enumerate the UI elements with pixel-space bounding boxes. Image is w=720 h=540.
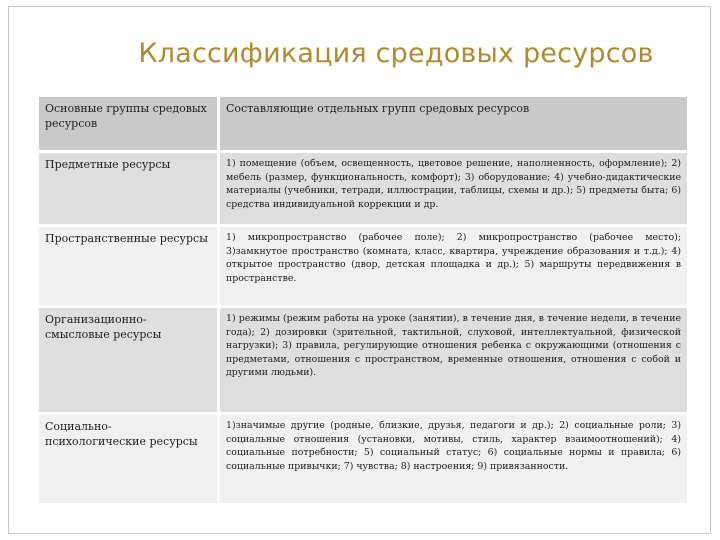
header-cell-components: Составляющие отдельных групп средовых ресурсов <box>220 97 687 150</box>
slide-title: Классификация средовых ресурсов <box>138 38 654 69</box>
table-row <box>39 308 687 412</box>
group-cell: Предметные ресурсы <box>39 153 217 224</box>
components-cell: 1) помещение (объем, освещенность, цветовое решение, наполненность, оформление); 2) мебель (размер, функциональность, комфорт); 3) оборудование; 4) учебно-дидактические материалы (учебники, тетради, иллюстрации, таблицы, схемы и др.); 5) предметы быта; 6) средства индивидуальной коррекции и др. <box>220 153 687 224</box>
components-cell: 1) микропространство (рабочее поле); 2) микропространство (рабочее место); 3)замкнутое пространство (комната, класс, квартира, учреждение образования и т.д.); 4) открытое пространство (двор, детская площадка и др.); 5) маршруты передвижения в пространстве. <box>220 227 687 305</box>
table-row <box>39 415 687 503</box>
resources-table <box>36 94 690 506</box>
components-cell: 1)значимые другие (родные, близкие, друзья, педагоги и др.); 2) социальные роли; 3) социальные отношения (установки, мотивы, стиль, характер взаимоотношений); 4) социальные потребности; 5) социальный статус; 6) социальные нормы и правила; 6) социальные привычки; 7) чувства; 8) настроения; 9) привязанности. <box>220 415 687 503</box>
table-row <box>39 153 687 224</box>
group-cell: Пространственные ресурсы <box>39 227 217 305</box>
components-cell: 1) режимы (режим работы на уроке (занятии), в течение дня, в течение недели, в течение года); 2) дозировки (зрительной, тактильной, слуховой, интеллектуальной, физической нагрузки); 3) правила, регулирующие отношения ребенка с окружающими (отношения с предметами, отношения с пространством, временные отношения, отношения с собой и другими людьми). <box>220 308 687 412</box>
group-cell: Социально-психологические ресурсы <box>39 415 217 503</box>
header-cell-groups: Основные группы средовых ресурсов <box>39 97 217 150</box>
table-header-row <box>39 97 687 150</box>
table-row <box>39 227 687 305</box>
group-cell: Организационно-смысловые ресурсы <box>39 308 217 412</box>
